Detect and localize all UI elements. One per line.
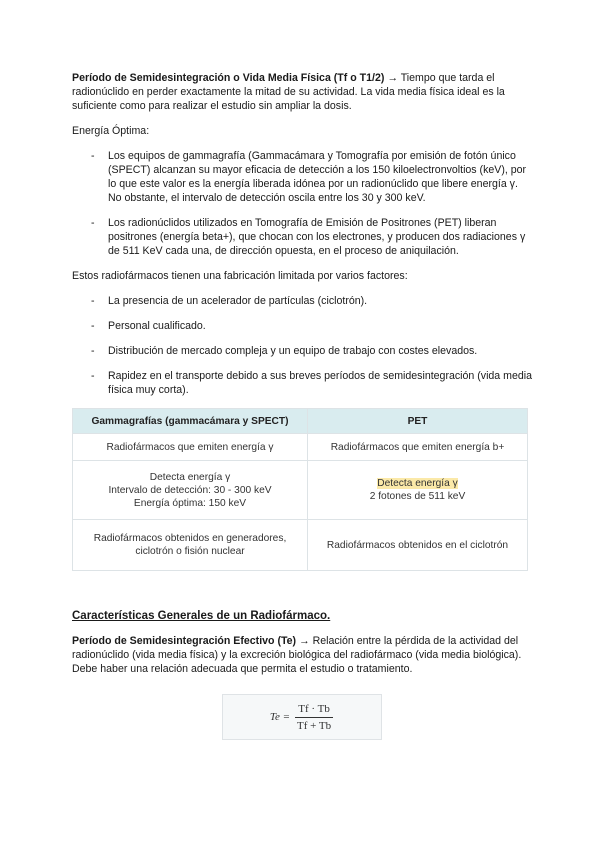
table-row	[73, 434, 528, 461]
cell-line: 2 fotones de 511 keV	[369, 491, 466, 502]
highlighted-cell-line: Detecta energía γ	[377, 478, 458, 489]
table-header-row	[73, 409, 528, 434]
formula-numerator: Tf · Tb	[295, 702, 333, 718]
formula-denominator: Tf + Tb	[297, 719, 332, 732]
table-row	[73, 520, 528, 571]
factors-intro: Estos radiofármacos tienen una fabricación limitada por varios factores:	[72, 270, 408, 282]
section-title: Características Generales de un Radiofármaco.	[72, 610, 331, 622]
table-cell: Radiofármacos que emiten energía b+	[308, 434, 528, 461]
table-cell: Radiofármacos obtenidos en el ciclotrón	[308, 520, 528, 571]
effective-half-life-term: Período de Semidesintegración Efectivo (Te)	[72, 635, 297, 647]
table-cell: Radiofármacos que emiten energía γ	[73, 434, 308, 461]
optimal-energy-list	[72, 149, 532, 258]
cell-line: Intervalo de detección: 30 - 300 keV	[108, 484, 272, 496]
document-page	[72, 71, 532, 740]
effective-half-life-definition: → Relación entre la pérdida de la actividad del radionúclido (vida media física) y la excreción biológica del radiofármaco (vida media biológica). Debe haber una relación adecuada que permita el estudio o tratamiento.	[72, 635, 522, 675]
formula-lhs: Te =	[269, 711, 291, 723]
physical-half-life-paragraph	[72, 71, 532, 113]
table-cell	[308, 461, 528, 520]
table-cell: Radiofármacos obtenidos en generadores, ciclotrón o fisión nuclear	[73, 520, 308, 571]
effective-half-life-formula	[222, 694, 382, 740]
table-row	[73, 461, 528, 520]
formula-container	[72, 694, 532, 740]
list-item: - Personal cualificado.	[72, 319, 532, 333]
effective-half-life-paragraph	[72, 634, 532, 676]
list-item: - Los equipos de gammagrafía (Gammacámara y Tomografía por emisión de fotón único (SPECT) alcanzan su mayor eficacia de detección a los 150 kiloelectronvoltios (keV), por lo que este valor es la energía liberada idónea por un radionúclido que libere energía γ. No obstante, el intervalo de detección oscila entre los 30 y 300 keV.	[72, 149, 532, 205]
optimal-energy-heading: Energía Óptima:	[72, 125, 150, 137]
factors-list	[72, 294, 532, 397]
physical-half-life-definition: → Tiempo que tarda el radionúclido en perder exactamente la mitad de su actividad. La vida media física ideal es la suficiente como para realizar el estudio sin ampliar la dosis.	[72, 72, 505, 112]
physical-half-life-term: Período de Semidesintegración o Vida Media Física (Tf o T1/2)	[72, 72, 385, 84]
table-cell	[73, 461, 308, 520]
formula-fraction	[294, 702, 334, 733]
list-item: - Rapidez en el transporte debido a sus breves períodos de semidesintegración (vida media física muy corta).	[72, 369, 532, 397]
table-header-gammagrafias: Gammagrafías (gammacámara y SPECT)	[73, 409, 308, 434]
comparison-table	[72, 408, 528, 571]
cell-line: Energía óptima: 150 keV	[133, 497, 247, 509]
list-item: - La presencia de un acelerador de partículas (ciclotrón).	[72, 294, 532, 308]
list-item: - Los radionúclidos utilizados en Tomografía de Emisión de Positrones (PET) liberan positrones (energía beta+), que chocan con los electrones, y producen dos radiaciones γ de 511 KeV cada una, de dirección opuesta, en el proceso de aniquilación.	[72, 216, 532, 258]
cell-line: Detecta energía γ	[149, 471, 231, 483]
list-item: - Distribución de mercado compleja y un equipo de trabajo con costes elevados.	[72, 344, 532, 358]
table-header-pet: PET	[308, 409, 528, 434]
